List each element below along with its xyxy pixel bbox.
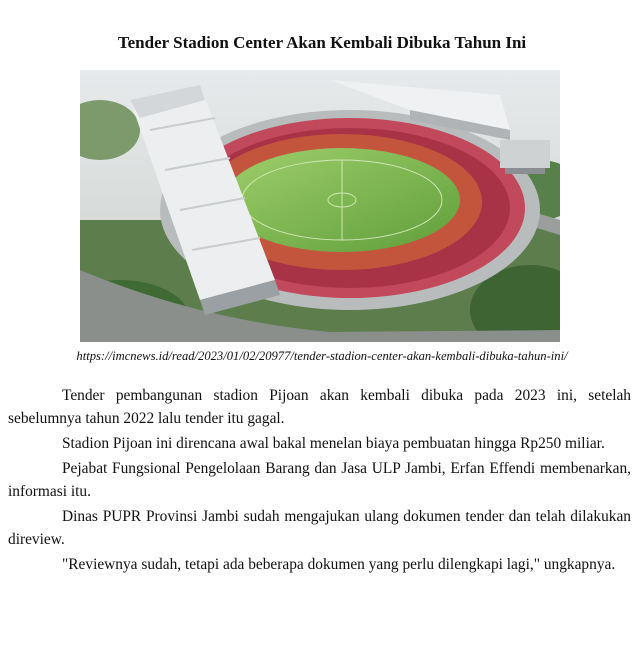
paragraph: Pejabat Fungsional Pengelolaan Barang dan Jasa ULP Jambi, Erfan Effendi membenarkan, informasi itu. — [8, 460, 631, 500]
stadium-aerial-photo — [80, 70, 560, 342]
article-title: Tender Stadion Center Akan Kembali Dibuka Tahun Ini — [117, 33, 527, 52]
image-caption: https://imcnews.id/read/2023/01/02/20977/tender-stadion-center-akan-kembali-dibuka-tahun-ini/ — [76, 349, 568, 363]
paragraph: Tender pembangunan stadion Pijoan akan kembali dibuka pada 2023 ini, setelah sebelumnya tahun 2022 lalu tender itu gagal. — [8, 387, 631, 427]
paragraph: Dinas PUPR Provinsi Jambi sudah mengajukan ulang dokumen tender dan telah dilakukan direview. — [8, 508, 631, 548]
paragraph: Stadion Pijoan ini direncana awal bakal menelan biaya pembuatan hingga Rp250 miliar. — [62, 435, 605, 452]
article-body — [8, 384, 631, 578]
paragraph: "Reviewnya sudah, tetapi ada beberapa dokumen yang perlu dilengkapi lagi," ungkapnya. — [62, 556, 616, 573]
